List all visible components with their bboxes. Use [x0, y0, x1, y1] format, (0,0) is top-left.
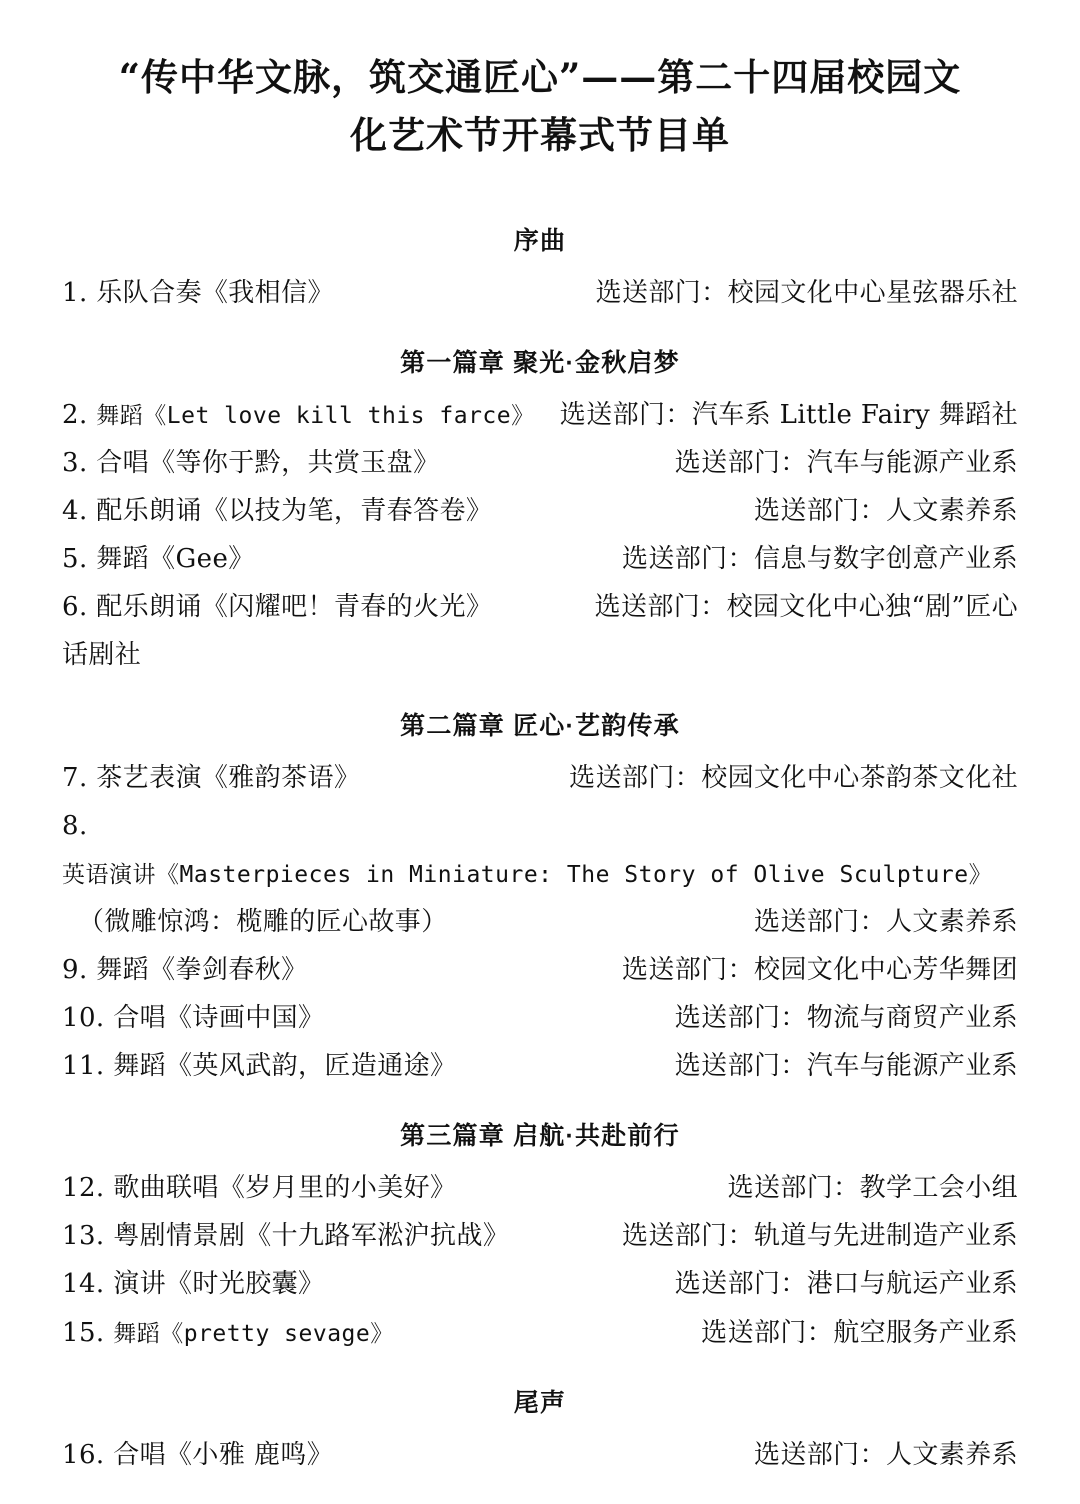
program-item-title — [62, 1212, 509, 1260]
department-value: 校园文化中心芳华舞团 — [753, 954, 1018, 985]
department-value: 物流与商贸产业系 — [806, 1003, 1018, 1034]
program-item-name: 演讲《时光胶囊》 — [113, 1269, 325, 1300]
program-item-title — [62, 1164, 456, 1212]
section-heading-chapter-2: 第二篇章 匠心·艺韵传承 — [400, 711, 680, 740]
program-item-index: 14. — [62, 1269, 105, 1300]
program-item-title — [62, 583, 492, 631]
program-item-title — [62, 391, 535, 439]
program-item-title — [62, 1260, 324, 1308]
program-item-name: 舞蹈《英风武韵，匠造通途》 — [113, 1051, 457, 1082]
program-item-department-continuation: 话剧社 — [62, 640, 142, 671]
program-item-department — [754, 898, 1018, 946]
program-item-department — [622, 1212, 1018, 1260]
program-item-index: 1. — [62, 277, 88, 308]
program-item-subtitle-row — [62, 898, 1018, 946]
program-item-name: 舞蹈《拳剑春秋》 — [96, 954, 308, 985]
program-item-title — [62, 535, 255, 583]
department-label: 选送部门： — [674, 1051, 807, 1082]
program-item-title — [62, 946, 307, 994]
department-label: 选送部门： — [753, 1439, 886, 1470]
department-value: 人文素养系 — [885, 906, 1018, 937]
program-item-department — [754, 1431, 1018, 1479]
program-item-subtitle: （微雕惊鸿：榄雕的匠心故事） — [78, 906, 448, 937]
department-value: 校园文化中心茶韵茶文化社 — [701, 762, 1018, 793]
department-label: 选送部门： — [569, 762, 702, 793]
program-item — [62, 802, 1018, 898]
department-label: 选送部门： — [674, 1003, 807, 1034]
program-item-title — [62, 269, 334, 317]
department-value: 人文素养系 — [885, 1439, 1018, 1470]
program-item-department — [675, 1042, 1018, 1090]
program-item-title — [62, 1042, 456, 1090]
program-item-index: 13. — [62, 1221, 105, 1252]
department-label: 选送部门： — [701, 1317, 834, 1348]
program-item-index: 5. — [62, 544, 88, 575]
program-item-name: 乐队合奏《我相信》 — [96, 277, 334, 308]
program-item-name: 配乐朗诵《以技为笔，青春答卷》 — [96, 496, 493, 527]
program-item — [62, 487, 1018, 535]
program-item-index: 4. — [62, 496, 88, 527]
program-item-department — [596, 269, 1018, 317]
program-item-department — [675, 1260, 1018, 1308]
program-item — [62, 754, 1018, 802]
program-item-title — [62, 1309, 394, 1357]
department-label: 选送部门： — [594, 592, 727, 623]
program-item-name: 舞蹈《Let love kill this farce》 — [96, 403, 535, 429]
page-title-line-2: 化艺术节开幕式节目单 — [350, 113, 730, 158]
department-value: 校园文化中心星弦器乐社 — [727, 277, 1018, 308]
section-heading-finale: 尾声 — [513, 1388, 567, 1417]
program-item — [62, 391, 1018, 439]
program-item-department — [595, 583, 1018, 631]
department-label: 选送部门： — [674, 448, 807, 479]
program-item — [62, 269, 1018, 317]
department-value: 汽车与能源产业系 — [806, 1051, 1018, 1082]
program-item-department — [754, 487, 1018, 535]
program-item-index: 8. — [62, 810, 88, 841]
department-label: 选送部门： — [621, 1221, 754, 1252]
department-value: 汽车与能源产业系 — [806, 448, 1018, 479]
department-label: 选送部门： — [559, 400, 692, 430]
program-item-name: 英语演讲《Masterpieces in Miniature: The Story of Olive Sculpture》 — [62, 861, 993, 888]
department-label: 选送部门： — [595, 277, 728, 308]
section-heading-chapter-1: 第一篇章 聚光·金秋启梦 — [400, 349, 680, 377]
program-item-department — [675, 994, 1018, 1042]
program-item — [62, 1431, 1018, 1479]
program-item-department — [675, 439, 1018, 487]
department-value: 人文素养系 — [885, 496, 1018, 527]
program-item — [62, 1042, 1018, 1090]
program-item-index: 9. — [62, 954, 88, 985]
program-item-title — [62, 1431, 333, 1479]
program-item-name: 合唱《诗画中国》 — [113, 1003, 325, 1034]
department-value: 港口与航运产业系 — [806, 1269, 1018, 1300]
program-item — [62, 994, 1018, 1042]
program-item-title — [62, 994, 324, 1042]
department-label: 选送部门： — [674, 1269, 807, 1300]
program-item-department — [560, 391, 1018, 439]
program-item-index: 3. — [62, 448, 88, 479]
program-item-department — [569, 754, 1018, 802]
section-heading-chapter-3: 第三篇章 启航·共赴前行 — [400, 1122, 680, 1151]
department-label: 选送部门： — [727, 1173, 860, 1204]
department-value: 汽车系 Little Fairy 舞蹈社 — [691, 400, 1018, 430]
program-item-index: 7. — [62, 762, 88, 793]
program-item — [62, 535, 1018, 583]
department-value: 校园文化中心独“剧”匠心 — [726, 592, 1018, 623]
page-title-line-1: “传中华文脉，筑交通匠心”——第二十四届校园文 — [118, 55, 962, 99]
program-item-name: 粤剧情景剧《十九路军淞沪抗战》 — [113, 1221, 510, 1252]
section-heading-prelude: 序曲 — [513, 226, 567, 255]
department-value: 航空服务产业系 — [833, 1317, 1018, 1348]
program-item-name: 歌曲联唱《岁月里的小美好》 — [113, 1173, 457, 1204]
program-item-name: 茶艺表演《雅韵茶语》 — [96, 762, 361, 793]
program-item-index: 6. — [62, 592, 88, 623]
program-item-index: 16. — [62, 1439, 105, 1470]
program-item-department — [622, 946, 1018, 994]
program-item-department — [728, 1164, 1018, 1212]
department-value: 信息与数字创意产业系 — [753, 544, 1018, 575]
program-item-name: 合唱《小雅 鹿鸣》 — [113, 1439, 334, 1470]
program-item-index: 2. — [62, 400, 88, 430]
department-label: 选送部门： — [621, 544, 754, 575]
department-value: 轨道与先进制造产业系 — [753, 1221, 1018, 1252]
program-item — [62, 1164, 1018, 1212]
program-item-title — [62, 439, 439, 487]
program-item-name: 配乐朗诵《闪耀吧！青春的火光》 — [96, 592, 493, 623]
program-item — [62, 439, 1018, 487]
program-item — [62, 1260, 1018, 1308]
page-title — [62, 48, 1018, 165]
program-item — [62, 1309, 1018, 1357]
program-item-name: 舞蹈《pretty sevage》 — [113, 1320, 394, 1347]
program-item-index: 15. — [62, 1317, 105, 1348]
program-item — [62, 1212, 1018, 1260]
department-label: 选送部门： — [753, 906, 886, 937]
department-label: 选送部门： — [753, 496, 886, 527]
department-label: 选送部门： — [621, 954, 754, 985]
program-item-department — [701, 1309, 1018, 1357]
program-item-title — [62, 754, 360, 802]
program-item — [62, 946, 1018, 994]
program-item-name: 舞蹈《Gee》 — [96, 544, 255, 575]
program-item-department — [622, 535, 1018, 583]
program-item-index: 12. — [62, 1173, 105, 1204]
program-item-index: 11. — [62, 1051, 105, 1082]
program-item-index: 10. — [62, 1003, 105, 1034]
program-item — [62, 583, 1018, 631]
department-value: 教学工会小组 — [859, 1173, 1018, 1204]
program-item-name: 合唱《等你于黔，共赏玉盘》 — [96, 448, 440, 479]
program-item-title — [62, 487, 492, 535]
